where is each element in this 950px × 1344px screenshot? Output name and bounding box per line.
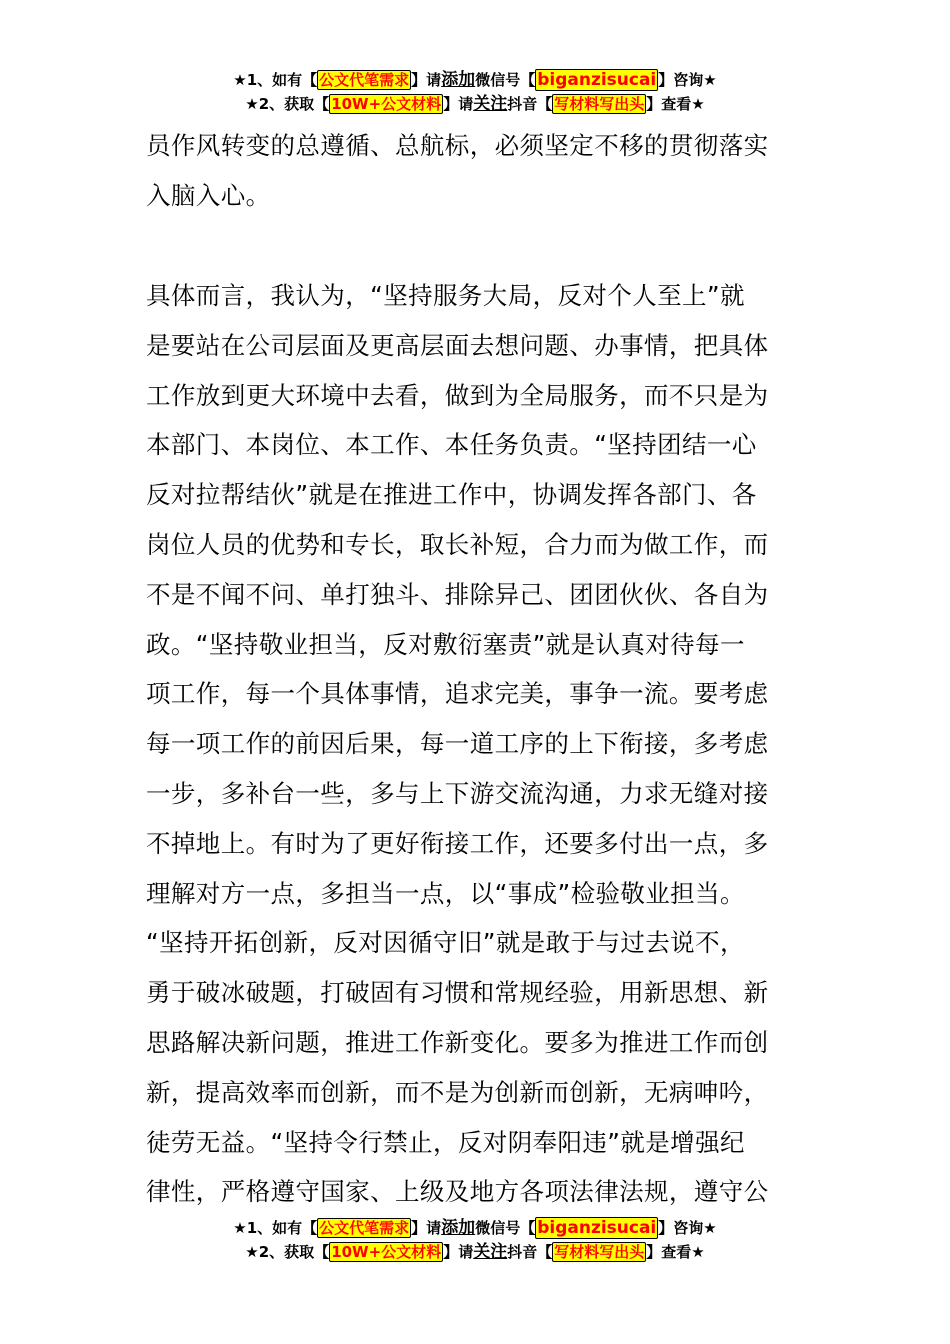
banner-text: 】请 (443, 1243, 474, 1261)
text-line: “坚持开拓创新，反对因循守旧”就是敢于与过去说不， (146, 928, 745, 958)
banner-text: ★1、如有【 (233, 1219, 318, 1237)
banner-underlined-text: 添加 (441, 70, 476, 90)
text-line: 新，提高效率而创新，而不是为创新而创新，无病呻吟， (146, 1077, 769, 1107)
banner-text: 微信号【 (475, 71, 536, 89)
banner-text: 】请 (443, 95, 474, 113)
text-line: 不掉地上。有时为了更好衔接工作，还要多付出一点，多 (146, 828, 769, 858)
banner-text: 】查看★ (646, 95, 705, 113)
text-line: 思路解决新问题，推进工作新变化。要多为推进工作而创 (146, 1027, 769, 1057)
text-line: 勇于破冰破题，打破固有习惯和常规经验，用新思想、新 (146, 978, 769, 1008)
banner-text: ★1、如有【 (233, 71, 318, 89)
banner-line-2 (0, 92, 950, 116)
banner-text: 微信号【 (475, 1219, 536, 1237)
banner-text: 】咨询★ (658, 1219, 717, 1237)
footer-banner (0, 1216, 950, 1264)
text-line: 是要站在公司层面及更高层面去想问题、办事情，把具体 (146, 330, 769, 360)
banner-text: 】请 (411, 71, 442, 89)
text-line: 工作放到更大环境中去看，做到为全局服务，而不只是为 (146, 380, 769, 410)
text-line: 本部门、本岗位、本工作、本任务负责。“坚持团结一心 (146, 430, 757, 460)
text-line: 不是不闻不问、单打独斗、排除异己、团团伙伙、各自为 (146, 579, 769, 609)
banner-underlined-text: 关注 (473, 94, 508, 114)
text-line: 律性，严格遵守国家、上级及地方各项法律法规，遵守公 (146, 1177, 769, 1207)
banner-highlight: 10W+公文材料 (331, 1243, 442, 1261)
text-line: 项工作，每一个具体事情，追求完美，事争一流。要考虑 (146, 679, 769, 709)
text-line: 理解对方一点，多担当一点，以“事成”检验敬业担当。 (146, 878, 745, 908)
text-line: 入脑入心。 (146, 180, 271, 210)
banner-wechat-id: biganzisucai (537, 1218, 657, 1238)
banner-underlined-text: 关注 (473, 1242, 508, 1262)
text-line: 具体而言，我认为，“坚持服务大局，反对个人至上”就 (146, 281, 745, 310)
text-line: 政。“坚持敬业担当，反对敷衍塞责”就是认真对待每一 (146, 629, 745, 659)
text-line: 每一项工作的前因后果，每一道工序的上下衔接，多考虑 (146, 729, 769, 759)
banner-text: 抖音【 (507, 1243, 553, 1261)
banner-text: ★2、获取【 (245, 95, 330, 113)
banner-highlight: 公文代笔需求 (319, 1219, 410, 1237)
text-line: 一步，多补台一些，多与上下游交流沟通，力求无缝对接 (146, 778, 769, 808)
text-line: 岗位人员的优势和专长，取长补短，合力而为做工作，而 (146, 529, 769, 559)
banner-text: 】请 (411, 1219, 442, 1237)
banner-douyin-account: 写材料写出头 (554, 1243, 645, 1261)
banner-text: ★2、获取【 (245, 1243, 330, 1261)
banner-douyin-account: 写材料写出头 (554, 95, 645, 113)
banner-underlined-text: 添加 (441, 1218, 476, 1238)
paragraph-intro (146, 121, 810, 221)
banner-line-2 (0, 1240, 950, 1264)
banner-highlight: 10W+公文材料 (331, 95, 442, 113)
banner-wechat-id: biganzisucai (537, 70, 657, 90)
banner-text: 】咨询★ (658, 71, 717, 89)
header-banner (0, 68, 950, 116)
banner-line-1 (0, 1216, 950, 1240)
banner-line-1 (0, 68, 950, 92)
text-line: 反对拉帮结伙”就是在推进工作中，协调发挥各部门、各 (146, 480, 757, 510)
paragraph-main (146, 271, 810, 1217)
banner-text: 】查看★ (646, 1243, 705, 1261)
text-line: 徒劳无益。“坚持令行禁止，反对阴奉阳违”就是增强纪 (146, 1127, 745, 1157)
text-line: 员作风转变的总遵循、总航标，必须坚定不移的贯彻落实 (146, 131, 769, 160)
banner-highlight: 公文代笔需求 (319, 71, 410, 89)
banner-text: 抖音【 (507, 95, 553, 113)
